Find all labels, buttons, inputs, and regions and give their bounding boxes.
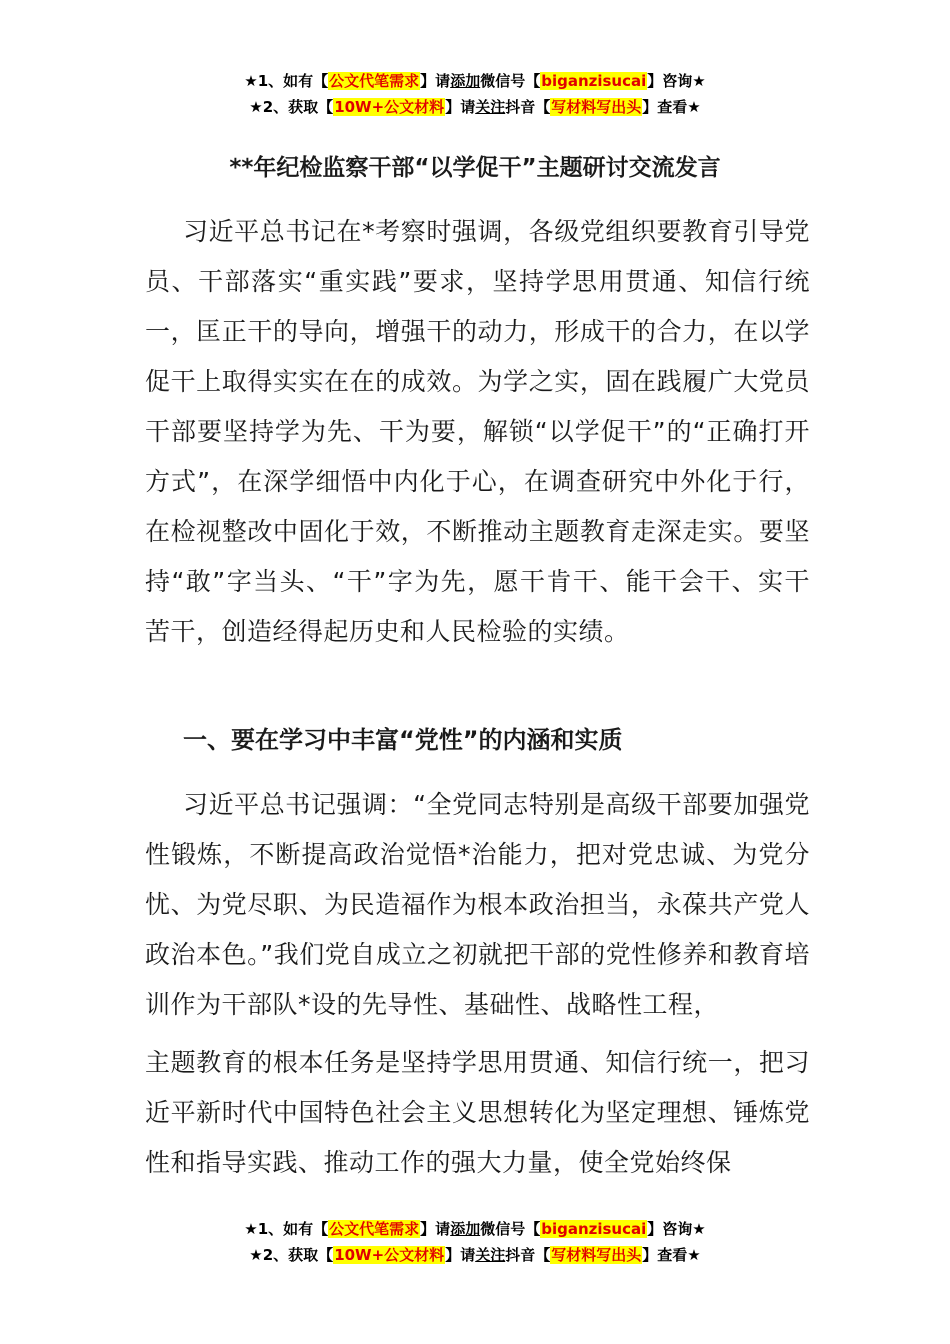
notice-line-1 (0, 68, 950, 94)
notice-text: ★1、如有【 (244, 1220, 329, 1238)
body-section-3 (145, 1038, 810, 1188)
underlined-text: 添加 (450, 72, 481, 90)
douyin-id-highlight: 写材料写出头 (551, 1246, 642, 1264)
wechat-id-highlight: biganzisucai (541, 72, 647, 90)
notice-text: 】查看★ (642, 1246, 701, 1264)
douyin-id-highlight: 写材料写出头 (551, 98, 642, 116)
highlight-text: 10W+公文材料 (334, 1246, 445, 1264)
notice-text: 微信号【 (480, 72, 541, 90)
underlined-text: 关注 (475, 1246, 506, 1264)
paragraph: 主题教育的根本任务是坚持学思用贯通、知信行统一，把习近平新时代中国特色社会主义思想转化为坚定理想、锤炼党性和指导实践、推动工作的强大力量，使全党始终保 (145, 1048, 810, 1177)
notice-text: 】请 (445, 1246, 476, 1264)
notice-text: 】查看★ (642, 98, 701, 116)
notice-text: 】咨询★ (647, 1220, 706, 1238)
notice-text: ★2、获取【 (249, 1246, 334, 1264)
body-section-1 (145, 207, 810, 657)
notice-line-2 (0, 1242, 950, 1268)
paragraph: 习近平总书记在*考察时强调，各级党组织要教育引导党员、干部落实“重实践”要求，坚持学思用贯通、知信行统一，匡正干的导向，增强干的动力，形成干的合力，在以学促干上取得实实在在的成效。为学之实，固在践履广大党员干部要坚持学为先、干为要，解锁“以学促干”的“正确打开方式”，在深学细悟中内化于心，在调查研究中外化于行，在检视整改中固化于效，不断推动主题教育走深走实。要坚持“敢”字当头、“干”字为先，愿干肯干、能干会干、实干苦干，创造经得起历史和人民检验的实绩。 (145, 217, 810, 646)
highlight-text: 公文代笔需求 (329, 1220, 420, 1238)
highlight-text: 公文代笔需求 (329, 72, 420, 90)
notice-text: 】咨询★ (647, 72, 706, 90)
document-title: **年纪检监察干部“以学促干”主题研讨交流发言 (229, 155, 721, 181)
notice-text: 抖音【 (505, 98, 551, 116)
paragraph: 习近平总书记强调：“全党同志特别是高级干部要加强党性锻炼，不断提高政治觉悟*治能力，把对党忠诚、为党分忧、为党尽职、为民造福作为根本政治担当，永葆共产党人政治本色。”我们党自成立之初就把干部的党性修养和教育培训作为干部队*设的先导性、基础性、战略性工程， (145, 790, 810, 1019)
notice-text: 】请 (445, 98, 476, 116)
notice-text: 微信号【 (480, 1220, 541, 1238)
notice-line-2 (0, 94, 950, 120)
body-section-2 (145, 780, 810, 1030)
notice-line-1 (0, 1216, 950, 1242)
header-notice (0, 68, 950, 120)
notice-text: ★1、如有【 (244, 72, 329, 90)
wechat-id-highlight: biganzisucai (541, 1220, 647, 1238)
section-heading: 一、要在学习中丰富“党性”的内涵和实质 (183, 726, 623, 754)
notice-text: 抖音【 (505, 1246, 551, 1264)
underlined-text: 添加 (450, 1220, 481, 1238)
footer-notice (0, 1216, 950, 1268)
highlight-text: 10W+公文材料 (334, 98, 445, 116)
notice-text: 】请 (420, 72, 451, 90)
notice-text: ★2、获取【 (249, 98, 334, 116)
notice-text: 】请 (420, 1220, 451, 1238)
underlined-text: 关注 (475, 98, 506, 116)
